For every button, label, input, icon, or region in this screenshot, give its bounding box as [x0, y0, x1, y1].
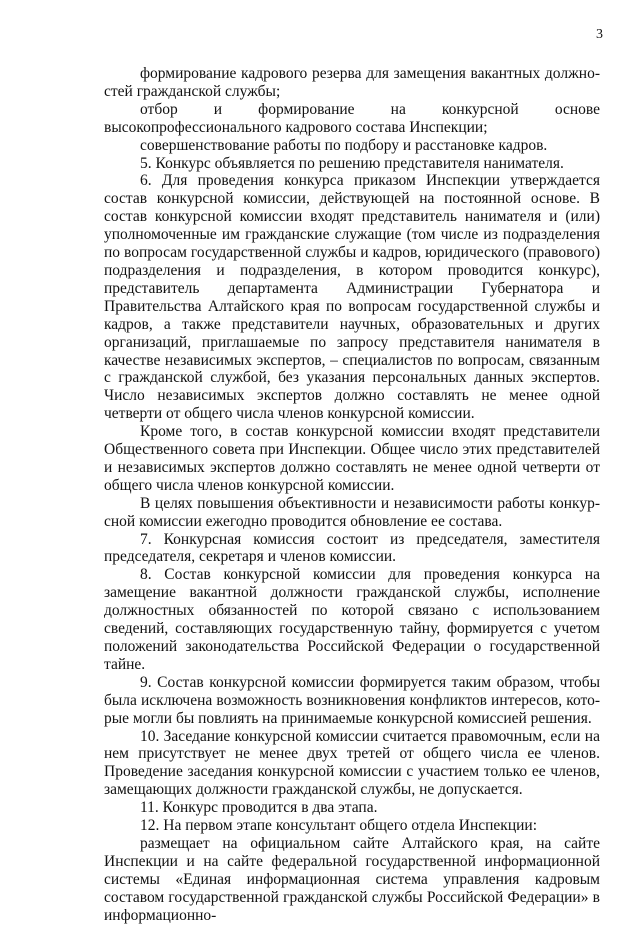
paragraph-item-11: 11. Конкурс проводится в два этапа.: [140, 799, 378, 817]
page-number: 3: [596, 27, 603, 42]
paragraph-item-12: 12. На первом этапе консультант общего отдела Инспекции:: [140, 817, 538, 835]
paragraph-item-8: 8. Состав конкурсной комиссии для проведения конкурса на замещение вакантной должности гражданской службы, исполнение должностных обязанностей по которой связано с использованием сведений, составляющих государственную тайну, формируется с учетом положений законодательства Российской Федерации о государственной тайне.: [104, 566, 600, 673]
paragraph-hiring-improvement: совершенствование работы по подбору и расстановке кадров.: [140, 136, 548, 154]
paragraph-publication: размещает на официальном сайте Алтайского края, на сайте Инспекции и на сайте федеральной государственной информационной системы «Единая информационная система управления кадровым составом государственной гражданской службы Российской Федерации» в информационно-: [104, 834, 600, 924]
paragraph-public-council: Кроме того, в состав конкурсной комиссии входят представители Общественного совета при Инспекции. Общее число этих представителей и независимых экспертов должно составлять не менее одной четверти от общего числа членов конкурсной комиссии.: [104, 423, 600, 494]
document-body: [104, 65, 600, 925]
paragraph-annual-renewal: В целях повышения объективности и независимости работы конкурсной комиссии ежегодно проводится обновление ее состава.: [104, 494, 600, 530]
paragraph-competitive-selection: отбор и формирование на конкурсной основе высокопрофессионального кадрового состава Инспекции;: [104, 100, 600, 136]
paragraph-item-10: 10. Заседание конкурсной комиссии считается правомочным, если на нем присутствует не менее двух третей от общего числа ее членов. Проведение заседания конкурсной комиссии с участием только ее членов, замещающих должности гражданской службы, не допускается.: [104, 727, 600, 799]
paragraph-item-7: 7. Конкурсная комиссия состоит из председателя, заместителя председателя, секретаря и членов комиссии.: [104, 530, 600, 566]
paragraph-item-5: 5. Конкурс объявляется по решению представителя нанимателя.: [140, 154, 564, 172]
paragraph-item-6: 6. Для проведения конкурса приказом Инспекции утверждается состав конкурсной комиссии, действующей на постоянной основе. В состав конкурсной комиссии входят представитель нанимателя и (или) уполномоченные им гражданские служащие (том числе из подразделения по вопросам государственной службы и кадров, юридического (правового) подразделения и подразделения, в котором проводится конкурс), представитель департамента Администрации Губернатора и Правительства Алтайского края по вопросам государственной службы и кадров, а также представители научных, образовательных и других организаций, приглашаемые по запросу представителя нанимателя в качестве независимых экспертов, – специалистов по вопросам, связанным с гражданской службой, без указания персональных данных экспертов. Число независимых экспертов должно составлять не менее одной четверти от общего числа членов конкурсной комиссии.: [104, 172, 600, 423]
paragraph-personnel-reserve: формирование кадрового резерва для замещения вакантных должностей гражданской службы;: [104, 65, 600, 100]
paragraph-item-9: 9. Состав конкурсной комиссии формируется таким образом, чтобы была исключена возможность возникновения конфликтов интересов, которые могли бы повлиять на принимаемые конкурсной комиссией решения.: [104, 673, 600, 727]
